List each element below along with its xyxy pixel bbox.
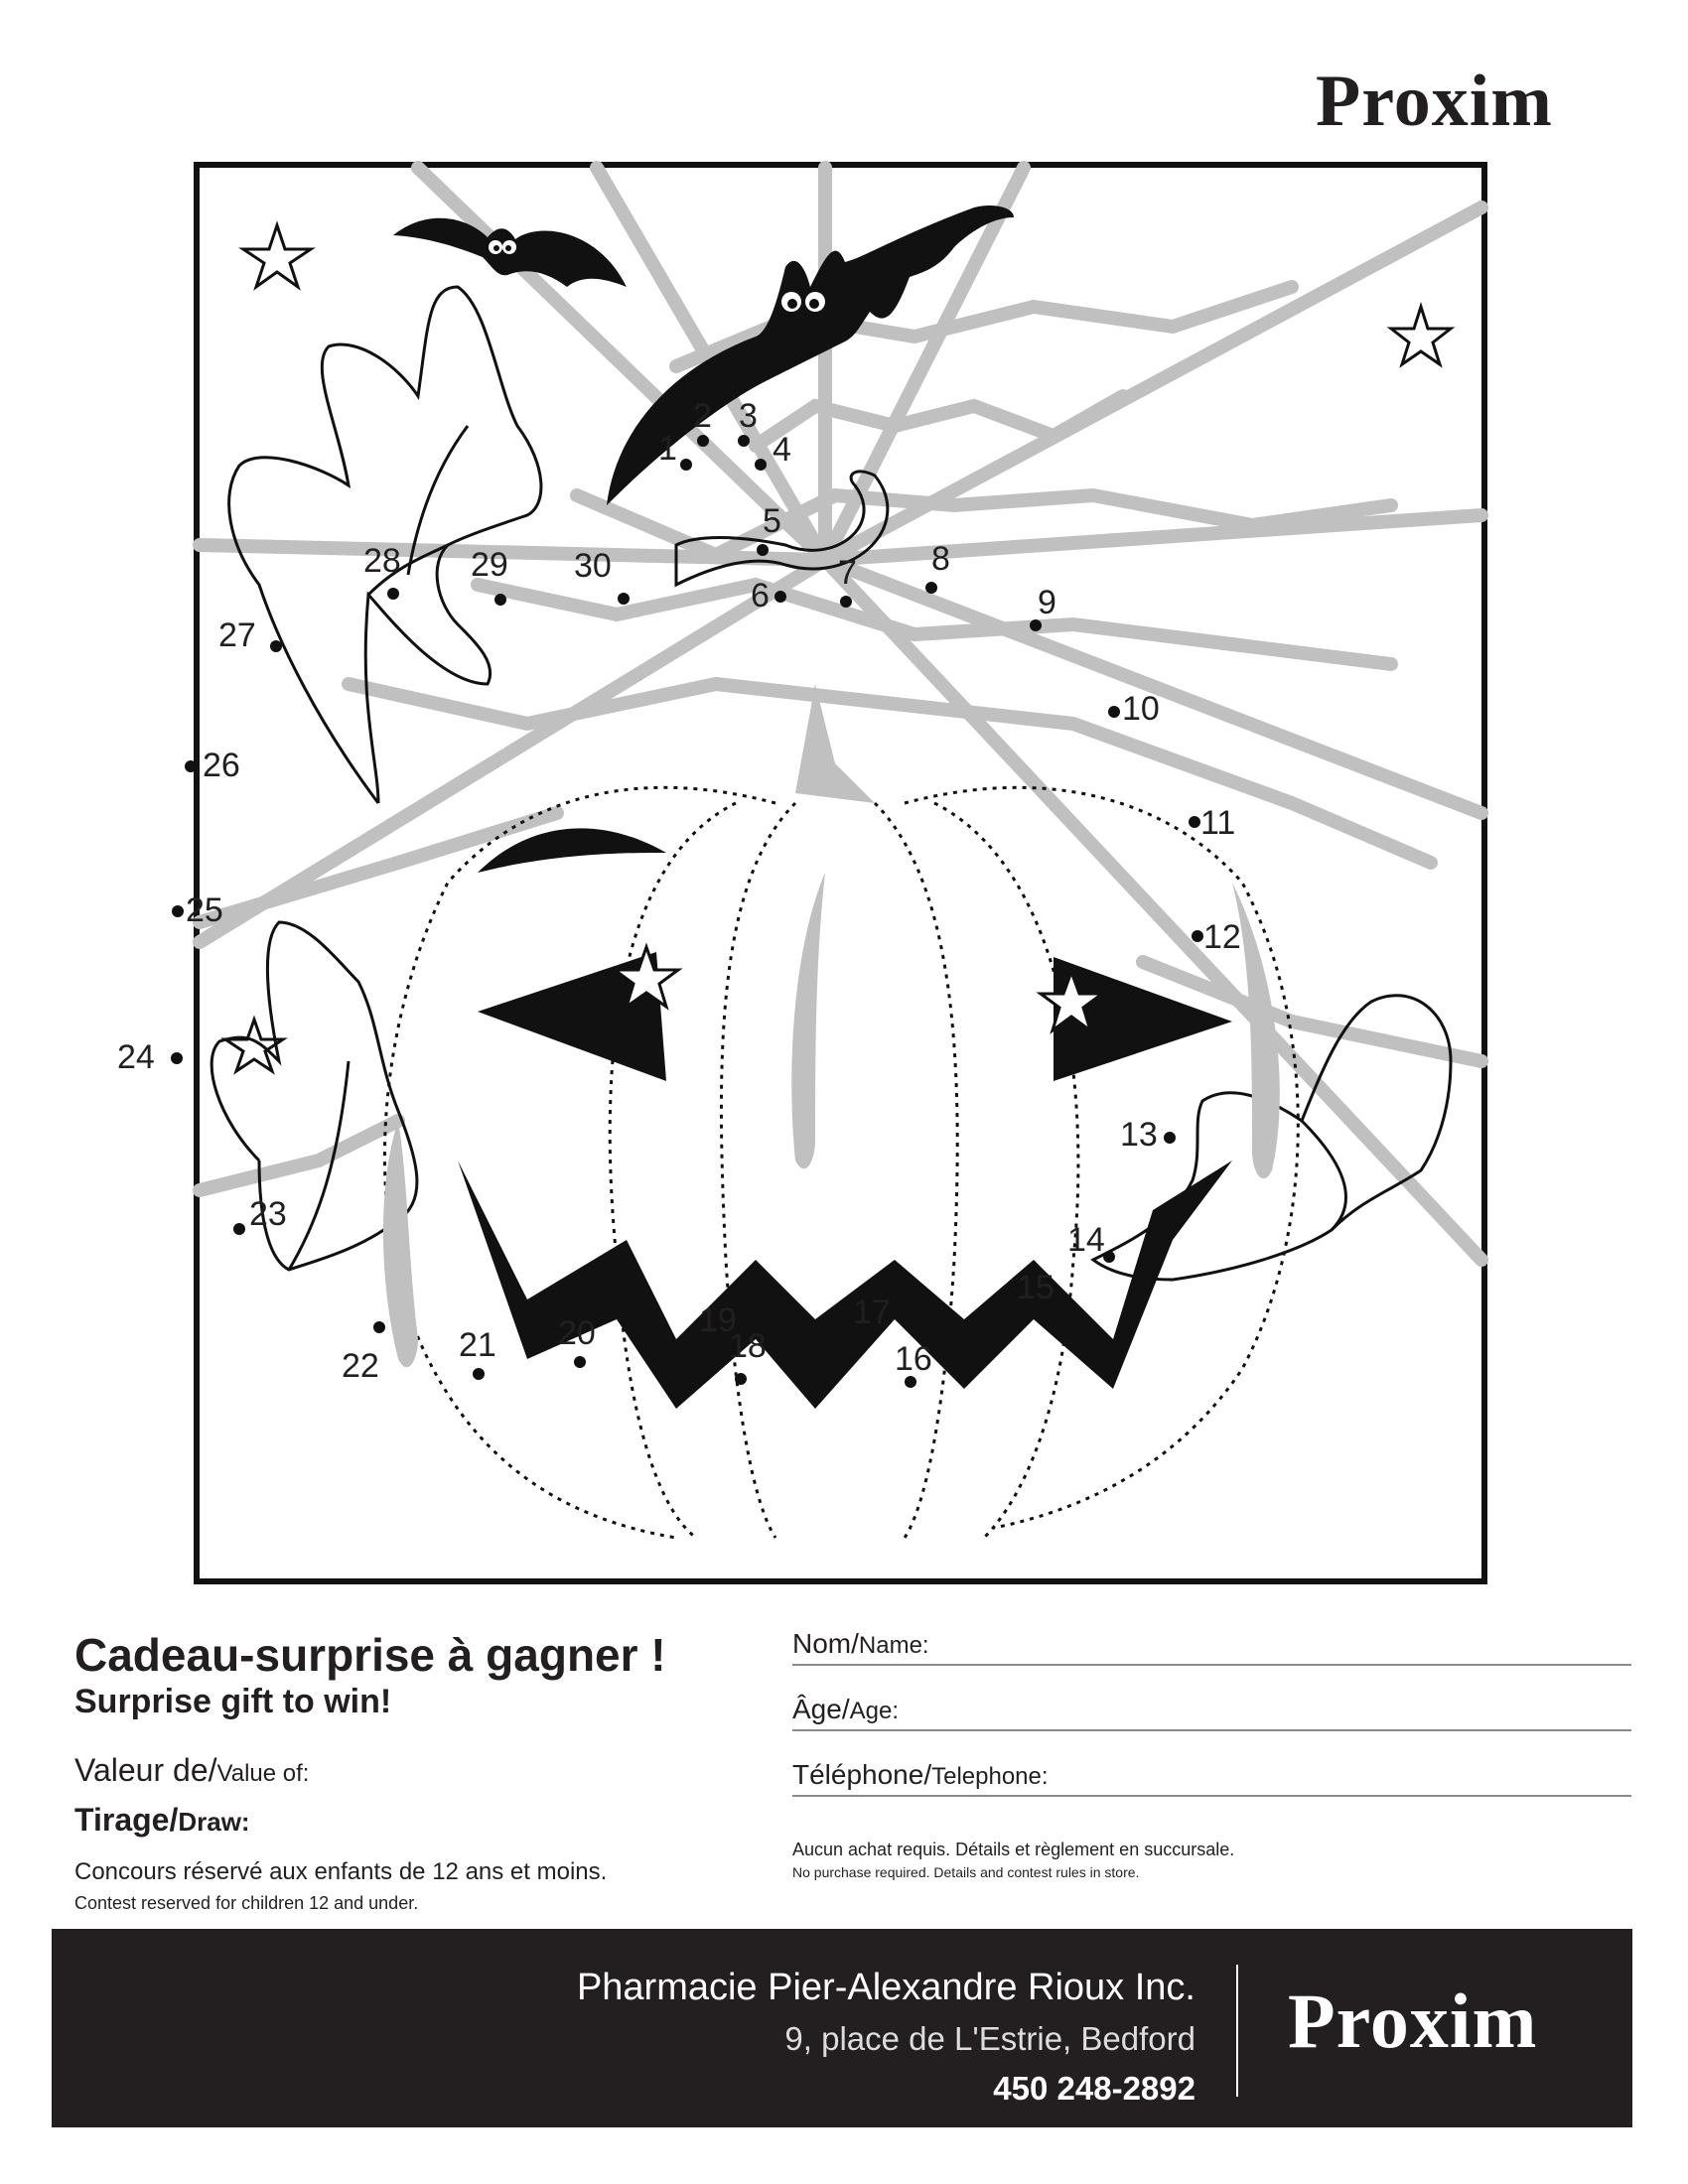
draw-fr: Tirage/ [74,1802,179,1838]
dot-label-30: 30 [574,547,612,585]
dot-17 [862,1331,874,1343]
dot-label-4: 4 [773,431,791,469]
dot-label-15: 15 [1017,1269,1055,1306]
dot-12 [1192,930,1203,942]
dot-label-1: 1 [658,430,677,468]
store-city: Bedford [1080,2020,1196,2057]
dot-label-8: 8 [931,540,950,578]
dot-label-28: 28 [363,542,401,580]
dot-label-24: 24 [117,1038,155,1076]
dot-7 [840,596,852,608]
dot-label-19: 19 [699,1301,737,1339]
dot-1 [680,459,692,471]
prize-value [74,1752,309,1789]
dot-29 [494,594,506,606]
dot-26 [185,760,197,772]
pumpkin-guide-lines [384,787,1298,1538]
telephone-label-en: Telephone: [931,1763,1049,1790]
pumpkin-highlight [791,873,825,1168]
draw-date [74,1802,250,1839]
dot-label-2: 2 [693,397,712,435]
dot-label-5: 5 [763,502,781,540]
store-address [784,2020,1196,2058]
name-label-fr: Nom/ [792,1628,859,1659]
prize-value-en: Value of: [216,1760,310,1787]
left-bat [393,218,627,287]
dot-4 [755,459,767,471]
dot-label-26: 26 [203,747,240,784]
dot-11 [1189,816,1200,828]
dot-label-13: 13 [1120,1116,1158,1154]
dot-label-21: 21 [459,1326,496,1364]
dot-24 [171,1052,183,1064]
contest-rule-en: Contest reserved for children 12 and under. [74,1893,419,1913]
dot-label-7: 7 [838,554,857,592]
dot-23 [233,1223,245,1235]
dot-27 [270,640,282,652]
dot-label-18: 18 [729,1327,767,1365]
dot-2 [697,435,709,447]
contest-title-en: Surprise gift to win! [74,1683,392,1720]
dot-19 [685,1345,697,1357]
name-field[interactable] [792,1628,1631,1666]
dot-label-11: 11 [1200,804,1236,842]
legal-note-en: No purchase required. Details and contest rules in store. [792,1864,1140,1880]
dot-5 [757,544,769,556]
coloring-illustration [117,162,1487,1584]
dot-label-3: 3 [739,397,758,435]
legal-note-fr: Aucun achat requis. Détails et règlement en succursale. [792,1840,1235,1859]
dot-3 [738,435,750,447]
dot-13 [1164,1132,1176,1144]
dot-21 [473,1368,485,1380]
age-field[interactable] [792,1694,1631,1731]
dot-label-22: 22 [342,1347,379,1385]
dot-22 [373,1321,385,1333]
dot-10 [1108,706,1120,718]
dot-label-9: 9 [1038,584,1056,621]
age-label-fr: Âge/ [792,1694,850,1724]
age-label-en: Age: [849,1698,899,1724]
name-label-en: Name: [858,1632,929,1659]
dot-label-16: 16 [895,1340,932,1378]
proxim-logo-footer [1288,1977,1538,2066]
dot-label-20: 20 [558,1314,596,1352]
dot-label-27: 27 [218,616,256,654]
proxim-logo [1316,60,1553,144]
store-footer [52,1929,1632,2127]
dot-label-6: 6 [751,577,770,614]
store-street: 9, place de L'Estrie, [784,2020,1072,2057]
dot-label-17: 17 [853,1294,891,1331]
dot-30 [618,593,630,605]
dot-6 [774,591,786,603]
dot-label-14: 14 [1067,1221,1105,1259]
dot-label-29: 29 [471,546,508,584]
footer-divider [1236,1965,1238,2097]
prize-value-fr: Valeur de/ [74,1752,217,1788]
dot-20 [574,1356,586,1368]
dot-label-25: 25 [186,891,223,929]
contest-title-fr: Cadeau-surprise à gagner ! [74,1629,666,1681]
dot-25 [172,905,184,917]
proxim-logo-footer-text: Proxim [1288,1978,1538,2064]
telephone-label-fr: Téléphone/ [792,1759,932,1790]
dot-label-10: 10 [1122,690,1160,728]
proxim-logo-text: Proxim [1316,61,1553,142]
store-phone: 450 248-2892 [993,2070,1196,2107]
dot-label-23: 23 [249,1195,287,1233]
dot-8 [925,582,937,594]
dot-label-12: 12 [1203,918,1241,956]
halloween-pumpkin-dot-to-dot [117,168,1481,1578]
dot-18 [735,1373,747,1385]
draw-en: Draw: [178,1807,250,1837]
store-name: Pharmacie Pier-Alexandre Rioux Inc. [576,1967,1196,2008]
dot-28 [387,588,399,600]
contest-rule-fr: Concours réservé aux enfants de 12 ans et moins. [74,1858,608,1885]
telephone-field[interactable] [792,1759,1631,1797]
